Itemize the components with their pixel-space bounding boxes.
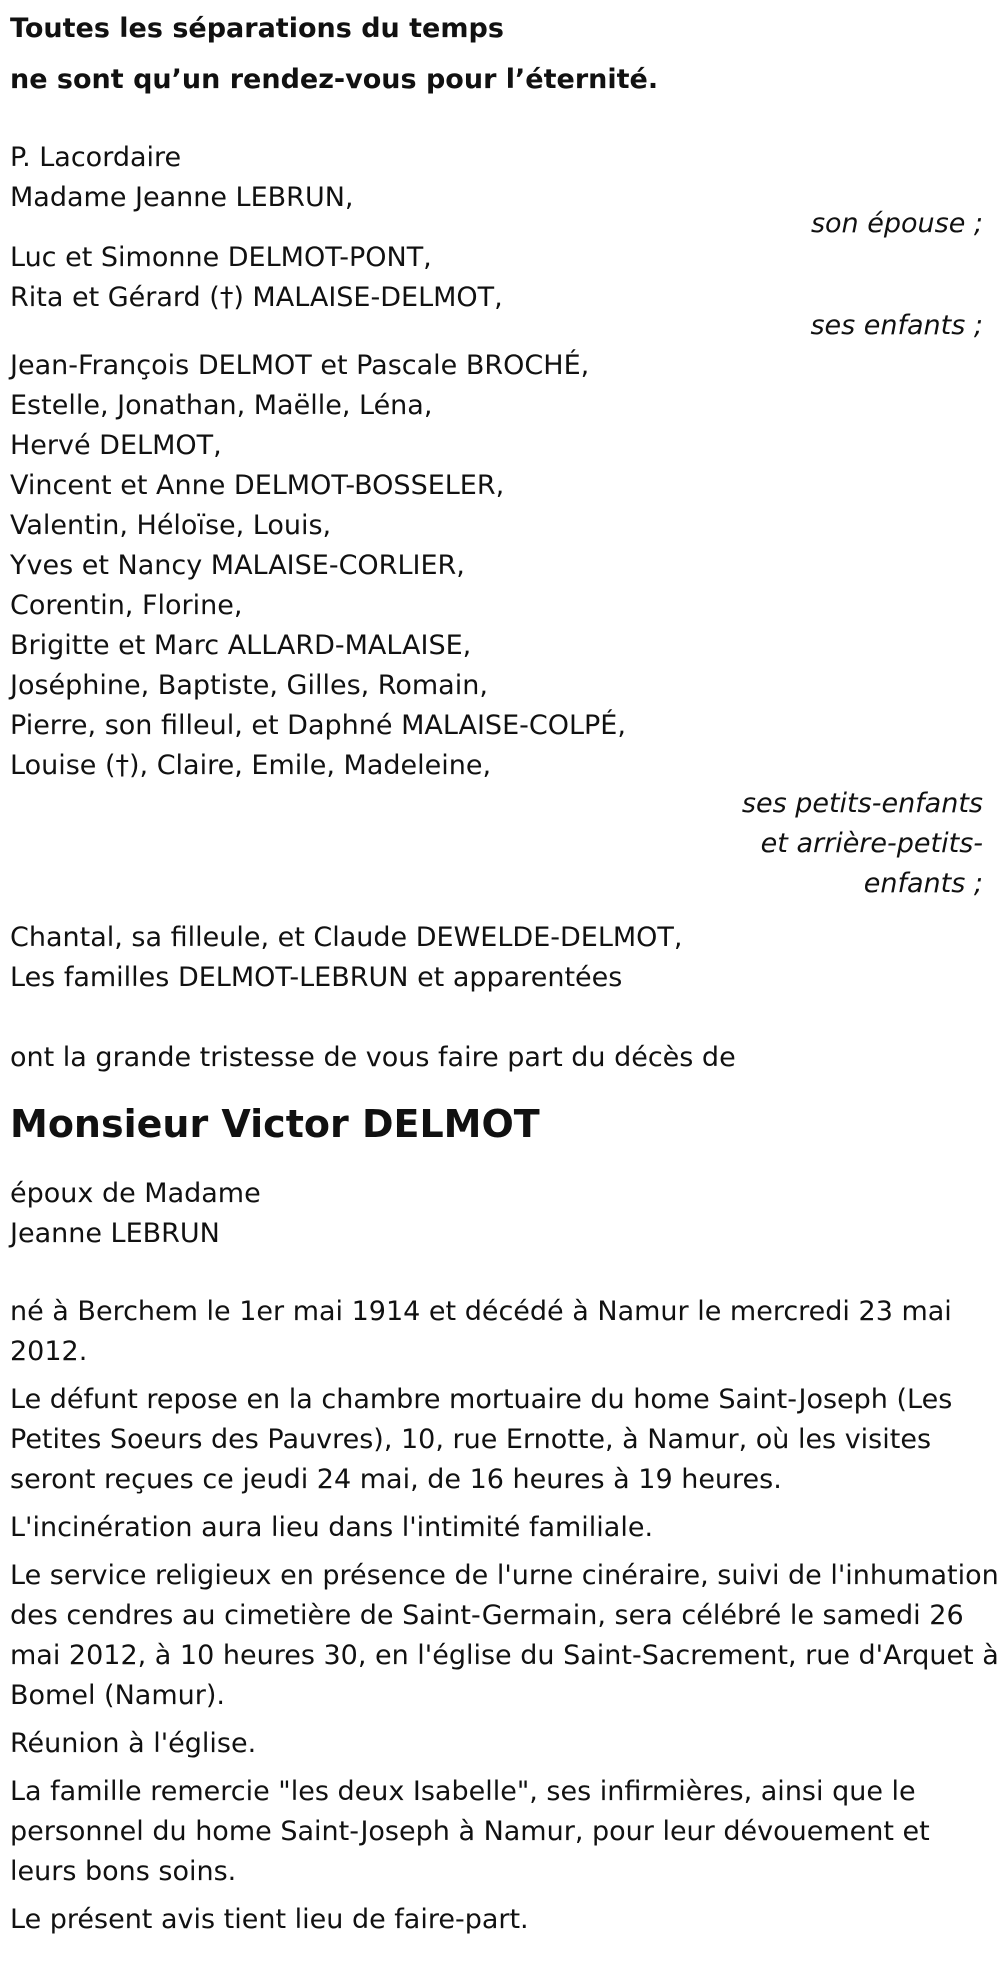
quote-line-2: ne sont qu’un rendez-vous pour l’éternité. [10, 64, 659, 95]
children-label: ses enfants ; [810, 310, 983, 341]
child-line: Luc et Simonne DELMOT-PONT, [10, 242, 432, 273]
grandchild-line: Brigitte et Marc ALLARD-MALAISE, [10, 630, 472, 661]
thanks-line: La famille remercie "les deux Isabelle", ses infirmières, ainsi que le [10, 1776, 916, 1807]
grandchild-line: Valentin, Héloïse, Louis, [10, 510, 332, 541]
quote-line-1: Toutes les séparations du temps [10, 13, 504, 44]
grandchild-line: Estelle, Jonathan, Maëlle, Léna, [10, 390, 433, 421]
grandchildren-label-2: et arrière-petits- [760, 828, 983, 859]
repose-line: Le défunt repose en la chambre mortuaire du home Saint-Joseph (Les [10, 1384, 953, 1415]
birth-death-line: 2012. [10, 1336, 88, 1367]
grandchild-line: Louise (†), Claire, Emile, Madeleine, [10, 750, 492, 781]
husband-of-line-1: époux de Madame [10, 1178, 261, 1209]
grandchildren-label-1: ses petits-enfants [741, 788, 983, 819]
child-line: Rita et Gérard (†) MALAISE-DELMOT, [10, 282, 503, 313]
thanks-line: personnel du home Saint-Joseph à Namur, pour leur dévouement et [10, 1816, 930, 1847]
birth-death-line: né à Berchem le 1er mai 1914 et décédé à Namur le mercredi 23 mai [10, 1296, 952, 1327]
grandchild-line: Yves et Nancy MALAISE-CORLIER, [10, 550, 465, 581]
announcement-text: ont la grande tristesse de vous faire part du décès de [10, 1042, 736, 1073]
other-relatives-line: Chantal, sa filleule, et Claude DEWELDE-DELMOT, [10, 922, 683, 953]
reunion-line: Réunion à l'église. [10, 1728, 257, 1759]
service-line: mai 2012, à 10 heures 30, en l'église du Saint-Sacrement, rue d'Arquet à [10, 1640, 999, 1671]
grandchild-line: Joséphine, Baptiste, Gilles, Romain, [10, 670, 488, 701]
grandchild-line: Vincent et Anne DELMOT-BOSSELER, [10, 470, 505, 501]
spouse-label: son épouse ; [810, 208, 983, 239]
grandchild-line: Corentin, Florine, [10, 590, 243, 621]
grandchild-line: Pierre, son filleul, et Daphné MALAISE-COLPÉ, [10, 710, 626, 741]
spouse-name: Madame Jeanne LEBRUN, [10, 182, 354, 213]
grandchild-line: Hervé DELMOT, [10, 430, 222, 461]
service-line: Bomel (Namur). [10, 1680, 225, 1711]
grandchild-line: Jean-François DELMOT et Pascale BROCHÉ, [10, 350, 590, 381]
quote-author: P. Lacordaire [10, 142, 182, 173]
grandchildren-label-3: enfants ; [863, 868, 983, 899]
repose-line: seront reçues ce jeudi 24 mai, de 16 heures à 19 heures. [10, 1464, 782, 1495]
deceased-name: Monsieur Victor DELMOT [10, 1102, 540, 1146]
other-relatives-line: Les familles DELMOT-LEBRUN et apparentées [10, 962, 623, 993]
service-line: Le service religieux en présence de l'urne cinéraire, suivi de l'inhumation [10, 1560, 999, 1591]
service-line: des cendres au cimetière de Saint-Germain, sera célébré le samedi 26 [10, 1600, 964, 1631]
incineration-line: L'incinération aura lieu dans l'intimité familiale. [10, 1512, 654, 1543]
repose-line: Petites Soeurs des Pauvres), 10, rue Ernotte, à Namur, où les visites [10, 1424, 932, 1455]
thanks-line: leurs bons soins. [10, 1856, 237, 1887]
obituary-notice [10, 0, 999, 1940]
husband-of-line-2: Jeanne LEBRUN [10, 1218, 220, 1249]
closing-line: Le présent avis tient lieu de faire-part. [10, 1904, 529, 1935]
